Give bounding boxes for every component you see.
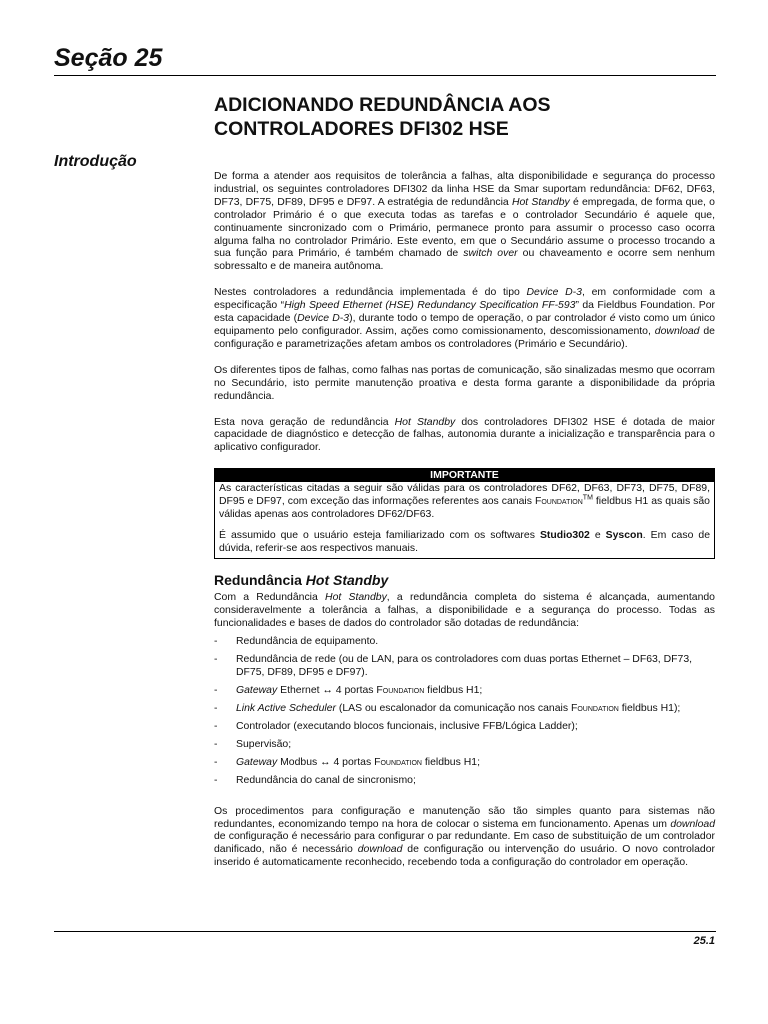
main-content xyxy=(214,171,715,883)
intro-paragraph-1: De forma a atender aos requisitos de tolerância a falhas, alta disponibilidade e segurança do processo industrial, os seguintes controladores DFI302 da linha HSE da Smar suportam redundância: DF62, DF63, DF73, DF75, DF89, DF95 e DF97. A estratégia de redundância Hot Standby é empregada, de forma que, o controlador Primário é o que executa todas as tarefas e o controlador Secundário é aquele que, continuamente sincronizado com o Primário, permanece pronto para assumir o processo caso ocorra alguma falha no controlador Primário. Este evento, em que o Secundário assume o processo trocando a sua função para Primário, é também chamado de switch over ou chaveamento e ocorre sem nenhum sobressalto e de maneira autônoma. xyxy=(214,171,715,273)
chapter-title-line-1: ADICIONANDO REDUNDÂNCIA AOS xyxy=(214,94,551,116)
important-notice-header: IMPORTANTE xyxy=(215,469,714,482)
intro-paragraph-2: Nestes controladores a redundância implementada é do tipo Device D-3, em conformidade com a especificação “High Speed Ethernet (HSE) Redundancy Specification FF-593” da Fieldbus Foundation. Por esta capacidade (Device D-3), durante todo o tempo de operação, o par controlador é visto como um único equipamento pelo configurador. Assim, ações como comissionamento, descomissionamento, download de configuração e parametrizações afetam ambos os controladores (Primário e Secundário). xyxy=(214,287,715,350)
list-item: - Controlador (executando blocos funcionais, inclusive FFB/Lógica Ladder); xyxy=(214,721,578,732)
important-paragraph-2: É assumido que o usuário esteja familiarizado com os softwares Studio302 e Syscon. Em caso de dúvida, referir-se aos respectivos manuais. xyxy=(219,529,710,554)
bottom-divider xyxy=(54,931,716,932)
hot-standby-intro: Com a Redundância Hot Standby, a redundância completa do sistema é alcançada, aumentando consideravelmente a tolerância a falhas, a disponibilidade e a segurança do processo. Todas as funcionalidades e bases de dados do controlador são dotadas de redundância: xyxy=(214,591,715,629)
list-item: - Redundância de equipamento. xyxy=(214,636,379,648)
hot-standby-closing: Os procedimentos para configuração e manutenção são tão simples quanto para sistemas não redundantes, economizando tempo na hora de colocar o sistema em funcionamento. Apenas um download de configuração é necessário para configurar o par redundante. Em caso de substituição de um controlador danificado, não é necessário download de configuração ou intervenção do usuário. O novo controlador inserido é automaticamente reconhecido, recebendo toda a configuração do controlador em operação. xyxy=(214,805,716,869)
intro-heading: Introdução xyxy=(54,153,137,170)
list-item: - Redundância de rede (ou de LAN, para os controladores com duas portas Ethernet – DF63, DF73, DF75, DF89, DF95 e DF97). xyxy=(214,654,693,679)
chapter-title xyxy=(214,93,694,141)
important-notice xyxy=(214,468,715,559)
list-item: - Link Active Scheduler (LAS ou escalonador da comunicação nos canais Foundation fieldbus H1); xyxy=(214,703,681,715)
section-title: Seção 25 xyxy=(54,44,163,72)
intro-paragraph-4: Esta nova geração de redundância Hot Standby dos controladores DFI302 HSE é dotada de maior capacidade de diagnóstico e detecção de falhas, autonomia durante a inicialização e transparência para o aplicativo configurador. xyxy=(214,416,715,454)
important-paragraph-1: As características citadas a seguir são válidas para os controladores DF62, DF63, DF73, DF75, DF89, DF95 e DF97, com exceção das informações referentes aos canais Foundation™ fieldbus H1 as quais são válidas apenas aos controladores DF62/DF63. xyxy=(219,483,710,521)
list-item: - Gateway Modbus ↔ 4 portas Foundation fieldbus H1; xyxy=(214,756,480,768)
page-number: 25.1 xyxy=(693,935,715,947)
intro-paragraph-3: Os diferentes tipos de falhas, como falhas nas portas de comunicação, são sinalizadas mesmo que ocorram no Secundário, isto permite manutenção proativa e desta forma garante a disponibilidade da própria redundância. xyxy=(214,364,715,402)
list-item: - Gateway Ethernet ↔ 4 portas Foundation fieldbus H1; xyxy=(214,685,483,697)
redundancy-list xyxy=(214,636,715,787)
chapter-title-line-2: CONTROLADORES DFI302 HSE xyxy=(214,118,509,140)
hot-standby-heading: Redundância Hot Standby xyxy=(214,571,389,588)
list-item: - Supervisão; xyxy=(214,738,292,750)
top-divider xyxy=(54,75,716,76)
important-notice-body xyxy=(215,482,714,558)
list-item: - Redundância do canal de sincronismo; xyxy=(214,774,416,786)
